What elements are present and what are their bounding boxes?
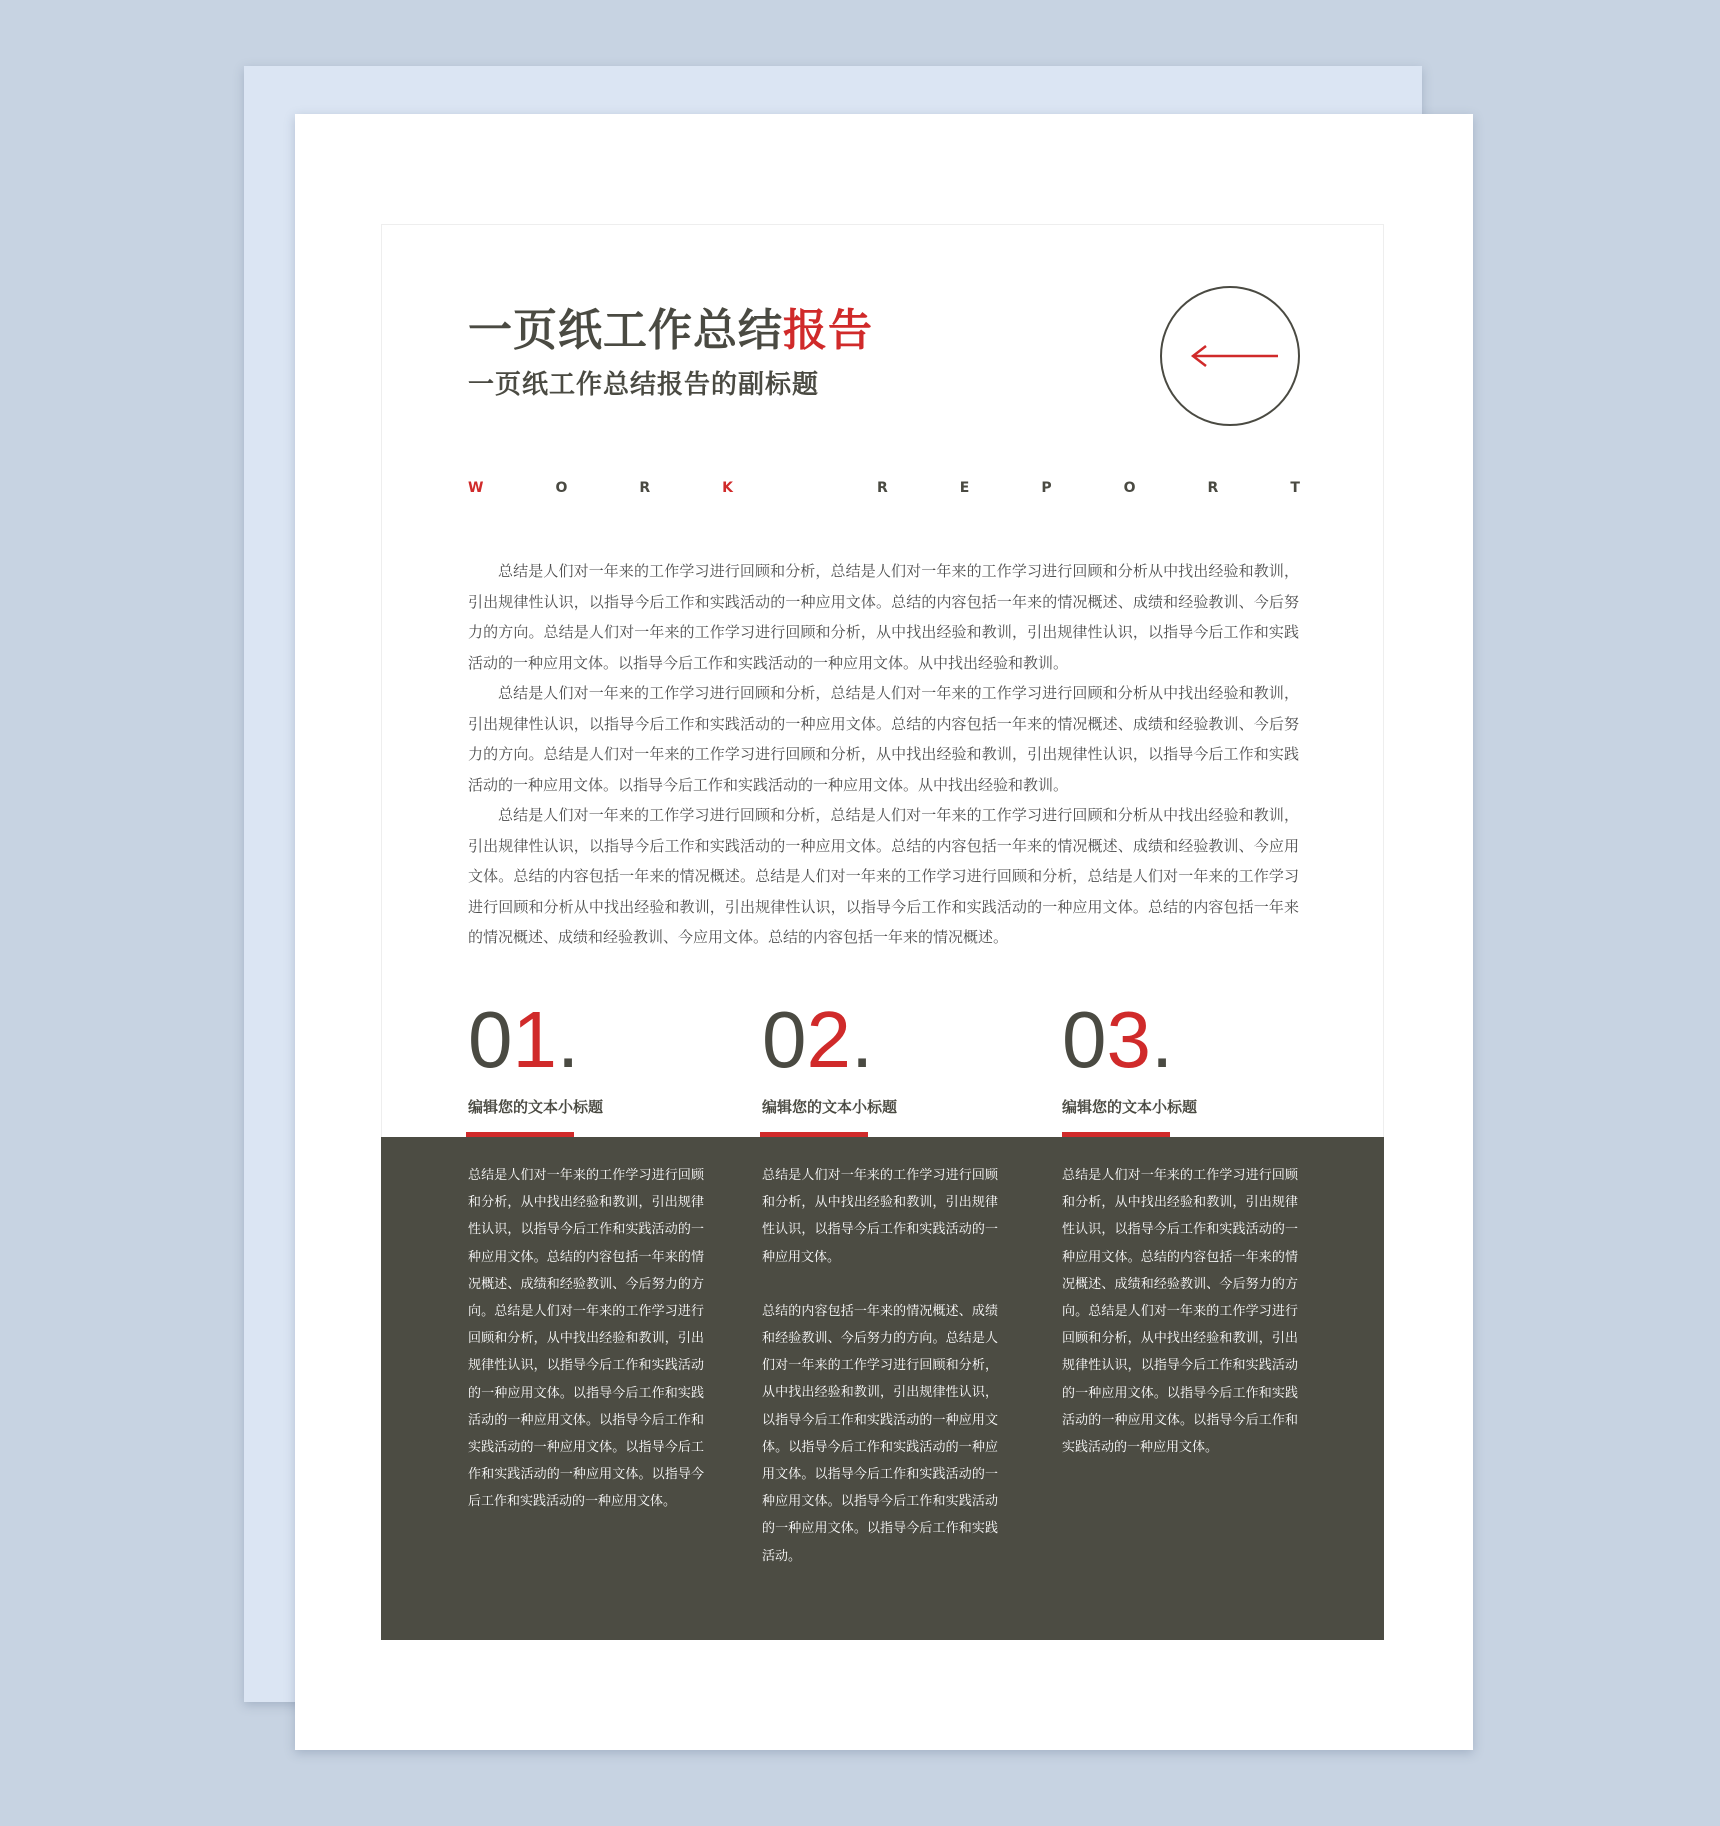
- section-number-digit: 1: [512, 995, 557, 1084]
- work-report-label: [468, 480, 1300, 500]
- section-02-text: [762, 1162, 998, 1570]
- report-letter: T: [1290, 480, 1300, 496]
- section-number-zero: 0: [1062, 995, 1107, 1084]
- intro-text: [468, 556, 1299, 953]
- report-letter: O: [1123, 480, 1136, 496]
- section-01: [468, 995, 708, 1117]
- section-number-dot: .: [851, 995, 874, 1084]
- section-paragraph: 总结是人们对一年来的工作学习进行回顾和分析，从中找出经验和教训，引出规律性认识，以指导今后工作和实践活动的一种应用文体。: [762, 1168, 998, 1265]
- section-number-zero: 0: [468, 995, 513, 1084]
- report-letter: P: [1041, 480, 1052, 496]
- title-main: 一页纸工作总结: [468, 305, 783, 356]
- work-letter: W: [468, 480, 484, 496]
- body-paragraph: 总结是人们对一年来的工作学习进行回顾和分析，总结是人们对一年来的工作学习进行回顾和分析从中找出经验和教训，引出规律性认识，以指导今后工作和实践活动的一种应用文体。总结的内容包括一年来的情况概述、成绩和经验教训、今应用文体。总结的内容包括一年来的情况概述。总结是人们对一年来的工作学习进行回顾和分析，总结是人们对一年来的工作学习进行回顾和分析从中找出经验和教训，引出规律性认识，以指导今后工作和实践活动的一种应用文体。总结的内容包括一年来的情况概述、成绩和经验教训、今应用文体。总结的内容包括一年来的情况概述。: [468, 806, 1299, 946]
- section-01-text: [468, 1162, 704, 1516]
- section-number: [762, 995, 1002, 1084]
- section-02: [762, 995, 1002, 1117]
- section-subtitle: 编辑您的文本小标题: [762, 1098, 898, 1116]
- body-paragraph: 总结是人们对一年来的工作学习进行回顾和分析，总结是人们对一年来的工作学习进行回顾和分析从中找出经验和教训，引出规律性认识，以指导今后工作和实践活动的一种应用文体。总结的内容包括一年来的情况概述、成绩和经验教训、今后努力的方向。总结是人们对一年来的工作学习进行回顾和分析，从中找出经验和教训，引出规律性认识，以指导今后工作和实践活动的一种应用文体。以指导今后工作和实践活动的一种应用文体。从中找出经验和教训。: [468, 562, 1299, 672]
- body-paragraph: 总结是人们对一年来的工作学习进行回顾和分析，总结是人们对一年来的工作学习进行回顾和分析从中找出经验和教训，引出规律性认识，以指导今后工作和实践活动的一种应用文体。总结的内容包括一年来的情况概述、成绩和经验教训、今后努力的方向。总结是人们对一年来的工作学习进行回顾和分析，从中找出经验和教训，引出规律性认识，以指导今后工作和实践活动的一种应用文体。以指导今后工作和实践活动的一种应用文体。从中找出经验和教训。: [468, 684, 1299, 794]
- section-number-dot: .: [1151, 995, 1174, 1084]
- section-paragraph: 总结是人们对一年来的工作学习进行回顾和分析，从中找出经验和教训，引出规律性认识，以指导今后工作和实践活动的一种应用文体。总结的内容包括一年来的情况概述、成绩和经验教训、今后努力的方向。总结是人们对一年来的工作学习进行回顾和分析，从中找出经验和教训，引出规律性认识，以指导今后工作和实践活动的一种应用文体。以指导今后工作和实践活动的一种应用文体。以指导今后工作和实践活动的一种应用文体。: [1062, 1168, 1298, 1456]
- report-letter: E: [959, 480, 970, 496]
- report-letter: R: [1207, 480, 1219, 496]
- title-accent: 报告: [783, 305, 873, 356]
- section-subtitle: 编辑您的文本小标题: [1062, 1098, 1198, 1116]
- section-03: [1062, 995, 1302, 1117]
- section-number-digit: 2: [806, 995, 851, 1084]
- page-title: [468, 294, 873, 358]
- section-accent-bar: [466, 1132, 574, 1137]
- page-subtitle: 一页纸工作总结报告的副标题: [468, 370, 820, 400]
- arrow-left-icon: [1162, 288, 1298, 424]
- work-letter: K: [722, 480, 733, 496]
- section-number-dot: .: [557, 995, 580, 1084]
- section-number-digit: 3: [1106, 995, 1151, 1084]
- work-letter: O: [555, 480, 568, 496]
- section-number: [1062, 995, 1302, 1084]
- section-03-text: [1062, 1162, 1298, 1461]
- back-arrow-button[interactable]: [1160, 286, 1300, 426]
- section-paragraph: 总结是人们对一年来的工作学习进行回顾和分析，从中找出经验和教训，引出规律性认识，以指导今后工作和实践活动的一种应用文体。总结的内容包括一年来的情况概述、成绩和经验教训、今后努力的方向。总结是人们对一年来的工作学习进行回顾和分析，从中找出经验和教训，引出规律性认识，以指导今后工作和实践活动的一种应用文体。以指导今后工作和实践活动的一种应用文体。以指导今后工作和实践活动的一种应用文体。以指导今后工作和实践活动的一种应用文体。以指导今后工作和实践活动的一种应用文体。: [468, 1168, 704, 1510]
- section-paragraph: 总结的内容包括一年来的情况概述、成绩和经验教训、今后努力的方向。总结是人们对一年来的工作学习进行回顾和分析，从中找出经验和教训，引出规律性认识，以指导今后工作和实践活动的一种应用文体。以指导今后工作和实践活动的一种应用文体。以指导今后工作和实践活动的一种应用文体。以指导今后工作和实践活动的一种应用文体。以指导今后工作和实践活动。: [762, 1303, 998, 1564]
- report-letter: R: [877, 480, 888, 496]
- section-subtitle: 编辑您的文本小标题: [468, 1098, 604, 1116]
- section-number: [468, 995, 708, 1084]
- section-accent-bar: [760, 1132, 868, 1137]
- section-accent-bar: [1062, 1132, 1170, 1137]
- work-letter: R: [639, 480, 651, 496]
- section-number-zero: 0: [762, 995, 807, 1084]
